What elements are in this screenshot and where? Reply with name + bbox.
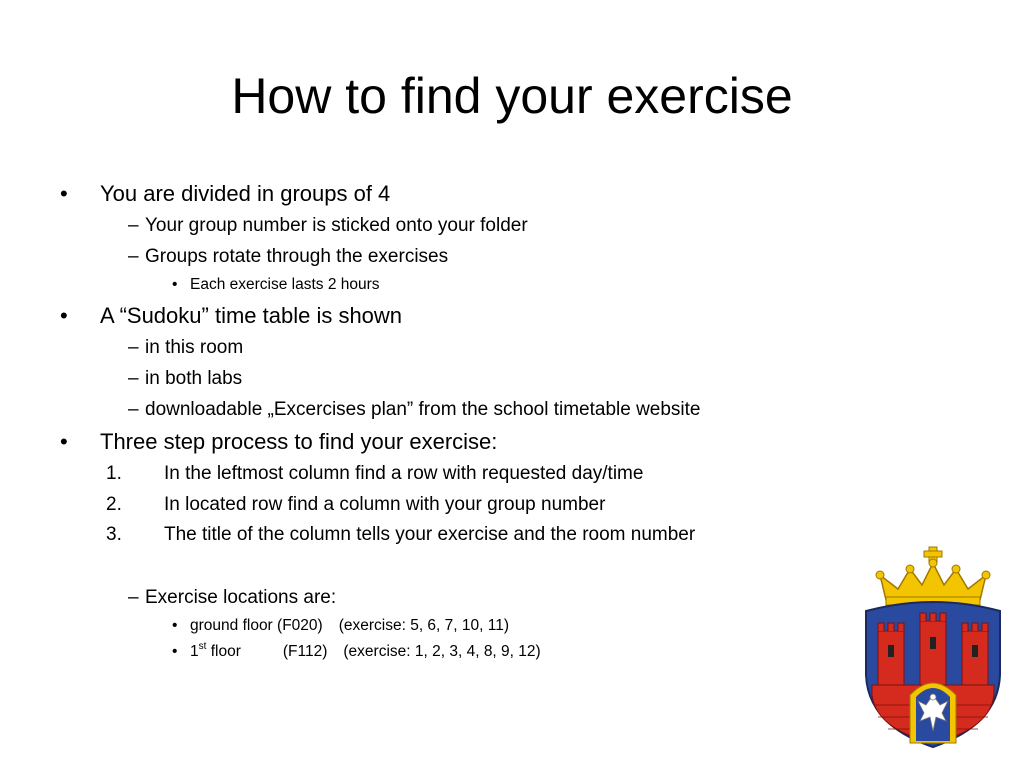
dash-marker: – (128, 368, 139, 389)
floor-label: floor (206, 643, 241, 660)
subbullet-text: in both labs (145, 368, 243, 389)
bullet-text: You are divided in groups of 4 (100, 181, 391, 206)
subbullet-text: downloadable „Excercises plan” from the school timetable website (145, 399, 701, 420)
step-text: The title of the column tells your exercise and the room number (164, 524, 696, 545)
subbullet-text: in this room (145, 337, 244, 358)
bullet-marker: • (60, 303, 68, 328)
bullet-marker: • (60, 429, 68, 454)
bullet-marker: • (172, 276, 178, 293)
dash-marker: – (128, 337, 139, 358)
floor-number: 1 (190, 643, 199, 660)
room-code: (F020) (277, 617, 323, 634)
dash-marker: – (128, 399, 139, 420)
subbullet-text: Exercise locations are: (145, 587, 337, 608)
floor-ordinal: st (198, 640, 207, 652)
step-number: 2. (106, 494, 122, 515)
subsubbullet-text: Each exercise lasts 2 hours (190, 276, 380, 293)
coat-of-arms-icon (858, 545, 1008, 750)
subbullet-text: Your group number is sticked onto your folder (145, 215, 528, 236)
room-code: (F112) (282, 643, 328, 660)
bullet-text: A “Sudoku” time table is shown (100, 303, 403, 328)
floor-label: ground floor (190, 617, 273, 634)
subbullet-text: Groups rotate through the exercises (145, 246, 449, 267)
step-number: 1. (106, 463, 122, 484)
step-number: 3. (106, 524, 122, 545)
location-line (190, 642, 541, 662)
exercise-list: (exercise: 1, 2, 3, 4, 8, 9, 12) (343, 643, 541, 660)
dash-marker: – (128, 587, 139, 608)
exercise-list: (exercise: 5, 6, 7, 10, 11) (338, 617, 509, 634)
bullet-text: Three step process to find your exercise: (100, 429, 498, 454)
step-text: In located row find a column with your group number (164, 494, 606, 515)
dash-marker: – (128, 215, 139, 236)
slide-title: How to find your exercise (231, 68, 793, 124)
dash-marker: – (128, 246, 139, 267)
bullet-marker: • (172, 643, 178, 660)
bullet-marker: • (172, 617, 178, 634)
location-line (190, 616, 509, 636)
step-text: In the leftmost column find a row with requested day/time (164, 463, 644, 484)
bullet-marker: • (60, 181, 68, 206)
